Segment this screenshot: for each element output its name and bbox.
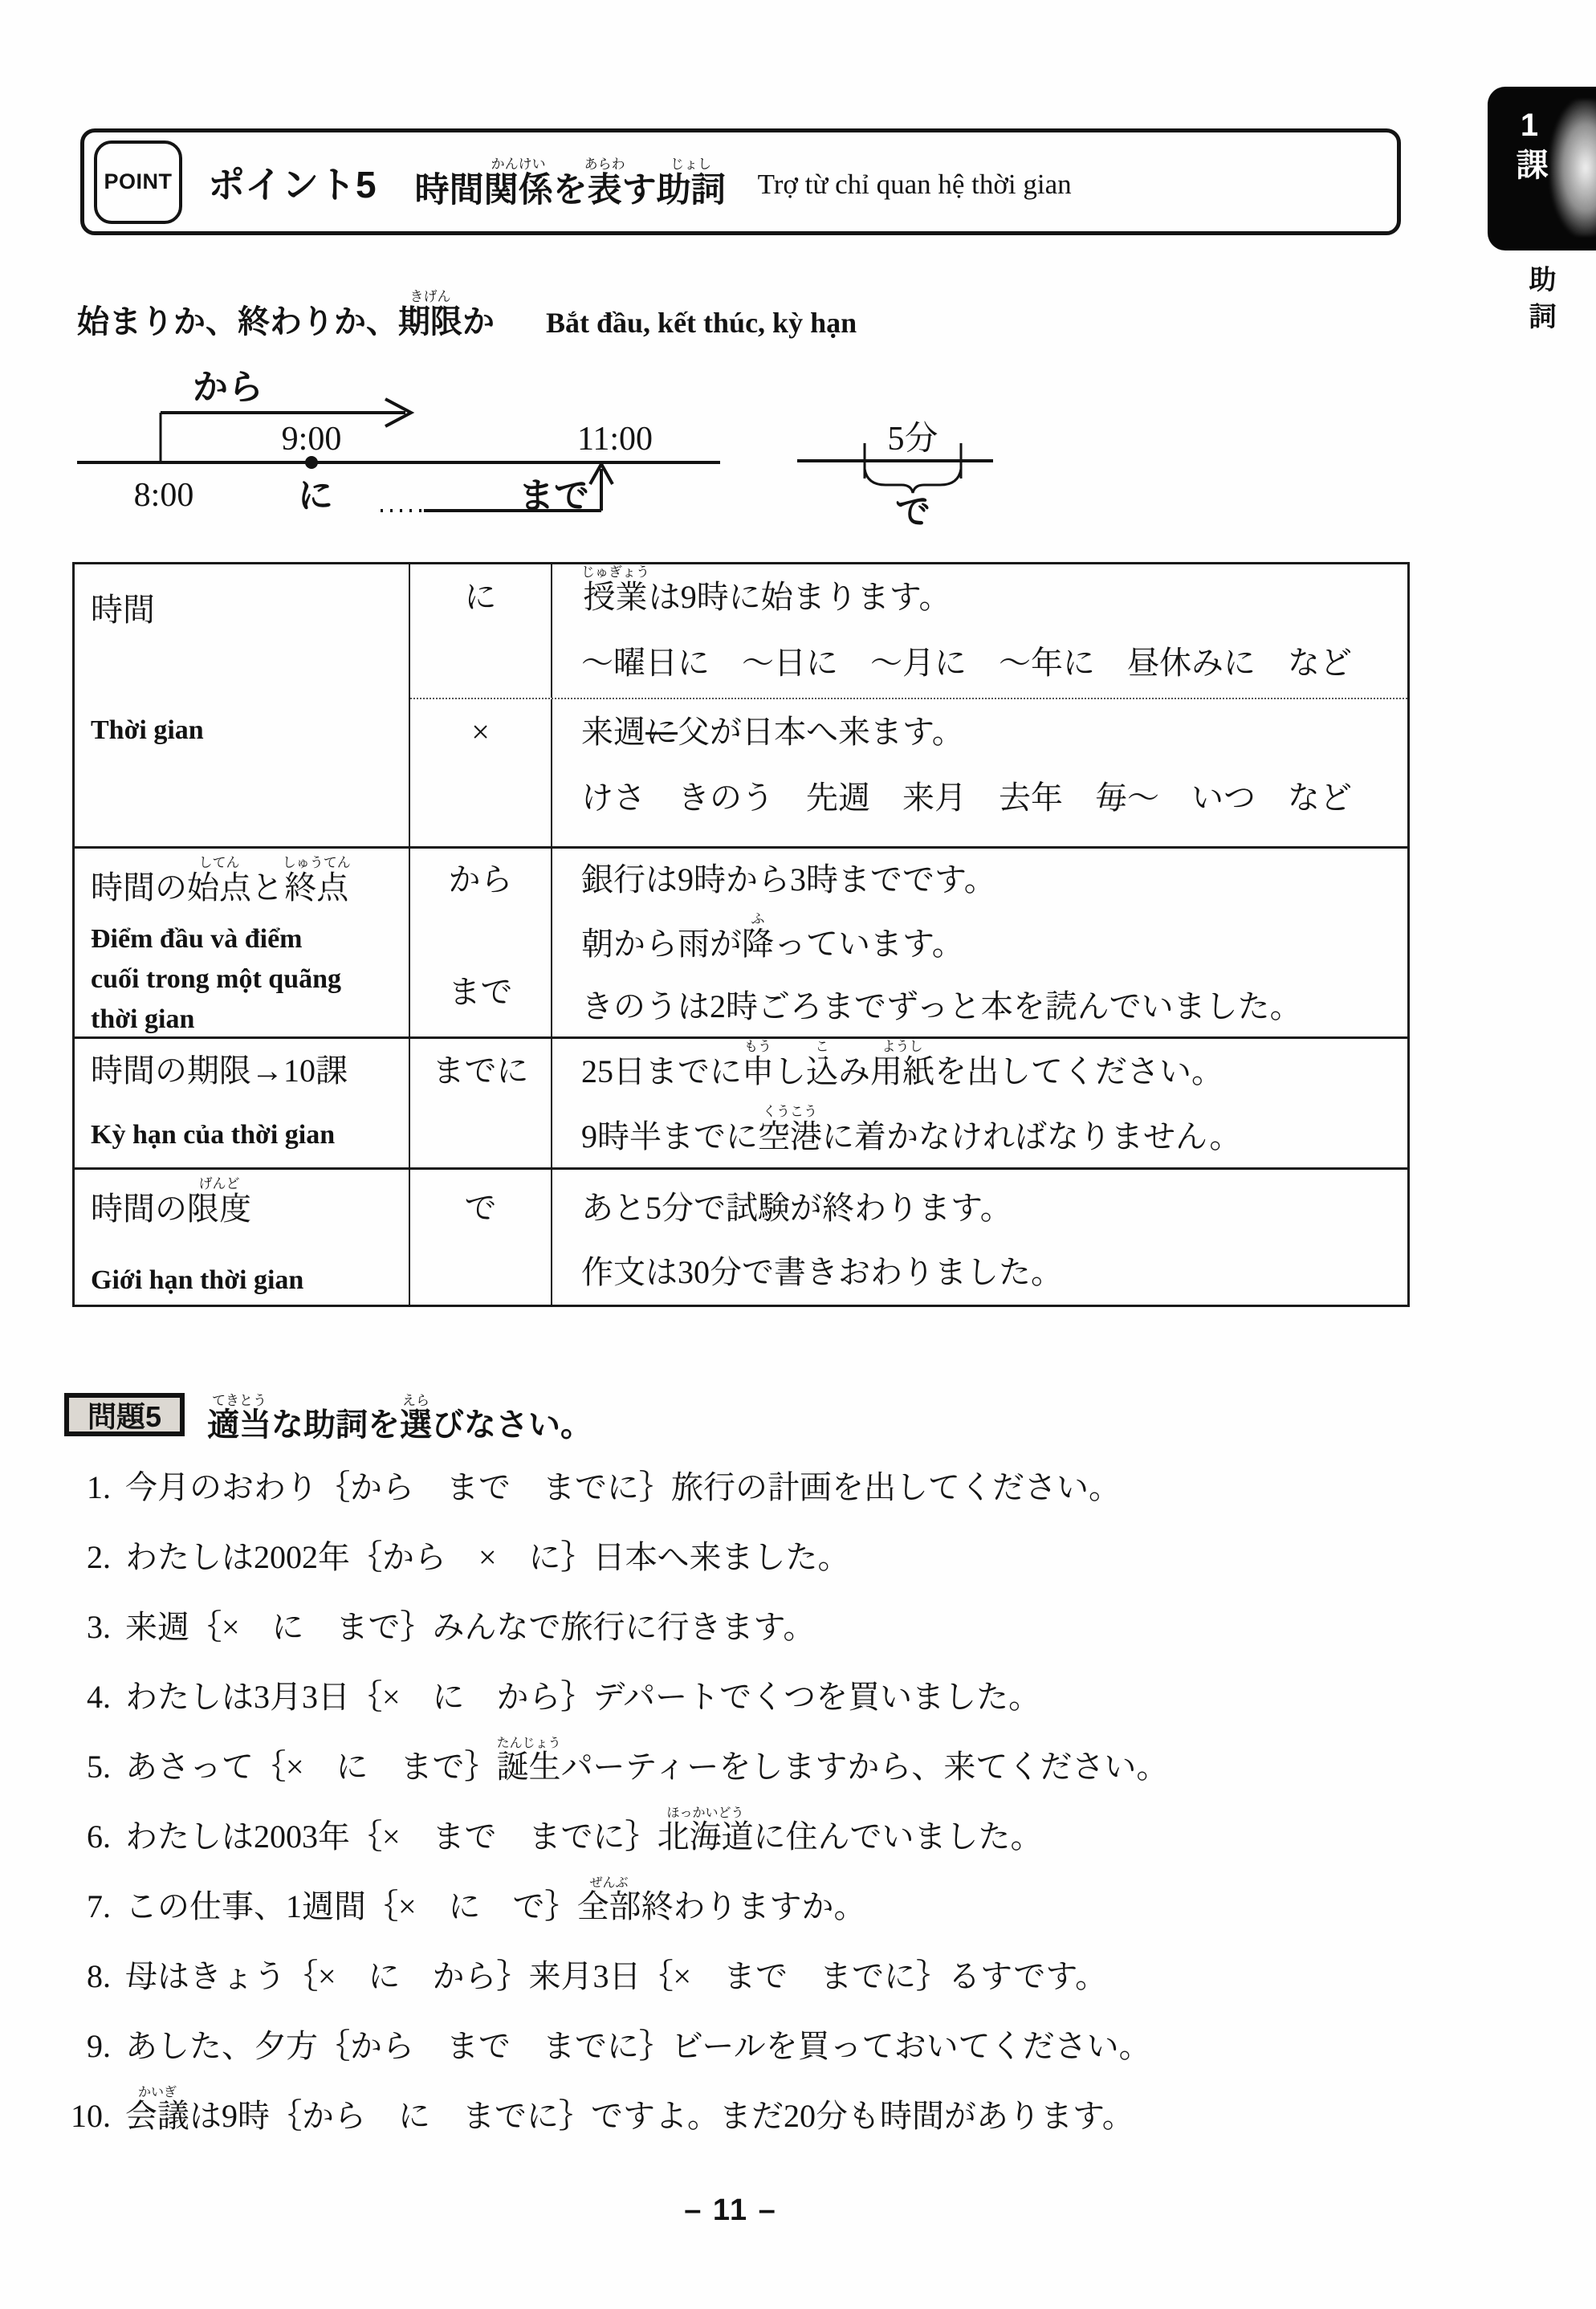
question-text: この仕事、1週間｛× に で｝全部ぜんぶ終わりますか。 [125, 1876, 866, 1924]
question-item [50, 1437, 1463, 1507]
particle-cell [410, 564, 552, 698]
point-badge [94, 140, 182, 224]
intro-line [77, 289, 857, 353]
question-item [50, 1856, 1463, 1926]
question-number: 7. [87, 1888, 111, 1924]
row-label-cell [75, 849, 410, 1036]
question-number: 10. [71, 2098, 111, 2134]
question-text: 母はきょう｛× に から｝来月3日｛× まで までに｝るすです。 [125, 1958, 1108, 1994]
question-number: 4. [87, 1679, 111, 1715]
question-item [50, 1926, 1463, 1996]
example-cell [552, 564, 1407, 698]
kara-label: から [193, 368, 263, 407]
row-label-vietnamese: Điểm đầu và điểm [91, 924, 303, 954]
exercise-label: 問題5 [87, 1399, 162, 1433]
point-number-label: ポイント5 [208, 163, 377, 206]
table-row-limit [75, 1170, 1407, 1305]
question-text: 来週｛× に まで｝みんなで旅行に行きます。 [125, 1609, 816, 1645]
exercise-instruction: 適当てきとうな助詞を選えらびなさい。 [207, 1393, 592, 1443]
example-sentence: ～曜日に ～日に ～月に ～年に 昼休みに など [581, 645, 1352, 681]
question-text: 会議かいぎは9時｛から に までに｝ですよ。まだ20分も時間があります。 [125, 2086, 1134, 2134]
five-minutes-label: 5分 [887, 421, 938, 458]
question-number: 8. [87, 1958, 111, 1994]
example-cell [552, 1170, 1407, 1305]
question-list [50, 1437, 1463, 2136]
lesson-tab [1488, 87, 1596, 250]
table-subrow-none [410, 699, 1407, 846]
point-header-box [80, 128, 1401, 235]
lesson-tab-label: 1課 [1512, 108, 1547, 185]
particle-label: まで [448, 974, 513, 1010]
question-number: 6. [87, 1818, 111, 1855]
row-label-vietnamese: Thời gian [91, 715, 204, 745]
question-text: 今月のおわり｛から まで までに｝旅行の計画を出してください。 [125, 1469, 1121, 1505]
question-number: 1. [87, 1469, 111, 1505]
question-text: わたしは2002年｛から × に｝日本へ来ました。 [125, 1539, 850, 1575]
particle-label: までに [432, 1053, 529, 1089]
question-number: 9. [87, 2028, 111, 2064]
time-800-label: 8:00 [133, 477, 194, 514]
question-text: あした、夕方｛から まで までに｝ビールを買っておいてください。 [125, 2028, 1151, 2064]
question-item [50, 1647, 1463, 1716]
example-cell [552, 1039, 1407, 1167]
row-label-japanese: 時間の限度げんど [91, 1176, 251, 1227]
question-item [50, 1507, 1463, 1577]
grammar-table [72, 562, 1410, 1307]
intro-japanese: 始まりか、終わりか、期限きげんか [77, 289, 495, 340]
row-label-vietnamese: Kỳ hạn của thời gian [91, 1120, 336, 1150]
example-sentence: あと5分で試験が終わります。 [581, 1190, 1012, 1226]
page-number: – 11 – [684, 2193, 777, 2227]
page-title: 時間関係かんけいを表あらわす助詞じょし [414, 156, 726, 210]
table-row-start-end [75, 849, 1407, 1039]
example-sentence: 来週に父が日本へ来ます。 [581, 714, 964, 750]
table-row-time [75, 564, 1407, 849]
row-label-japanese: 時間の期限→10課 [91, 1053, 348, 1089]
exercise-label-box [64, 1393, 185, 1436]
table-subrow-ni [410, 564, 1407, 699]
question-item [50, 1786, 1463, 1856]
particle-label: で [464, 1190, 497, 1226]
example-sentence: けさ きのう 先週 来月 去年 毎～ いつ など [581, 780, 1352, 816]
example-sentence: 授業じゅぎょうは9時に始まります。 [581, 564, 951, 615]
example-sentence: 朝から雨が降ふっています。 [581, 911, 964, 962]
page-title-vietnamese: Trợ từ chỉ quan hệ thời gian [757, 168, 1072, 200]
question-text: わたしは3月3日｛× に から｝デパートでくつを買いました。 [125, 1679, 1041, 1715]
question-number: 5. [87, 1749, 111, 1785]
time-900-label: 9:00 [281, 421, 342, 458]
particle-cell [410, 699, 552, 846]
example-sentence: 9時半までに空港くうこうに着かなければなりません。 [581, 1104, 1242, 1154]
row-label-japanese: 時間 [91, 592, 155, 628]
scan-noise [1550, 100, 1596, 236]
time-1100-label: 11:00 [576, 421, 653, 458]
example-sentence: 25日までに申もうし込こみ用紙ようしを出してください。 [581, 1039, 1223, 1089]
question-number: 2. [87, 1539, 111, 1575]
particle-cell [410, 1170, 552, 1305]
ni-label: に [298, 476, 333, 515]
row-label-vietnamese: thời gian [91, 1004, 195, 1034]
chapter-topic-label: 助詞 [1525, 265, 1555, 339]
row-label-cell [75, 1039, 410, 1167]
question-item [50, 2066, 1463, 2136]
particle-label: から [448, 861, 513, 898]
timeline-diagram [0, 345, 1124, 562]
de-label: で [895, 492, 930, 531]
question-number: 3. [87, 1609, 111, 1645]
row-label-cell [75, 564, 410, 846]
example-sentence: 作文は30分で書きおわりました。 [581, 1254, 1063, 1290]
made-label: まで [519, 476, 589, 515]
particle-cell [410, 849, 552, 1036]
example-cell [552, 849, 1407, 1036]
duration-underbrace [865, 469, 961, 493]
example-sentence: 銀行は9時から3時までです。 [581, 861, 996, 898]
table-row-deadline [75, 1039, 1407, 1170]
example-sentence: きのうは2時ごろまでずっと本を読んでいました。 [581, 988, 1302, 1024]
question-item [50, 1577, 1463, 1647]
nine-oclock-dot [305, 456, 318, 469]
particle-label: × [471, 714, 490, 750]
question-text: わたしは2003年｛× まで までに｝北海道ほっかいどうに住んでいました。 [125, 1806, 1043, 1855]
example-cell [552, 699, 1407, 846]
particle-label: に [464, 579, 497, 615]
particle-cell [410, 1039, 552, 1167]
point-label: POINT [104, 169, 173, 193]
question-text: あさって｛× に まで｝誕生たんじょうパーティーをしますから、来てください。 [125, 1737, 1169, 1785]
intro-vietnamese: Bắt đầu, kết thúc, kỳ hạn [546, 307, 857, 339]
question-item [50, 1996, 1463, 2066]
row-label-vietnamese: cuối trong một quãng [91, 964, 342, 994]
row-label-cell [75, 1170, 410, 1305]
row-label-vietnamese: Giới hạn thời gian [91, 1265, 304, 1295]
question-item [50, 1716, 1463, 1786]
row-label-japanese: 時間の始点してんと終点しゅうてん [91, 855, 351, 906]
